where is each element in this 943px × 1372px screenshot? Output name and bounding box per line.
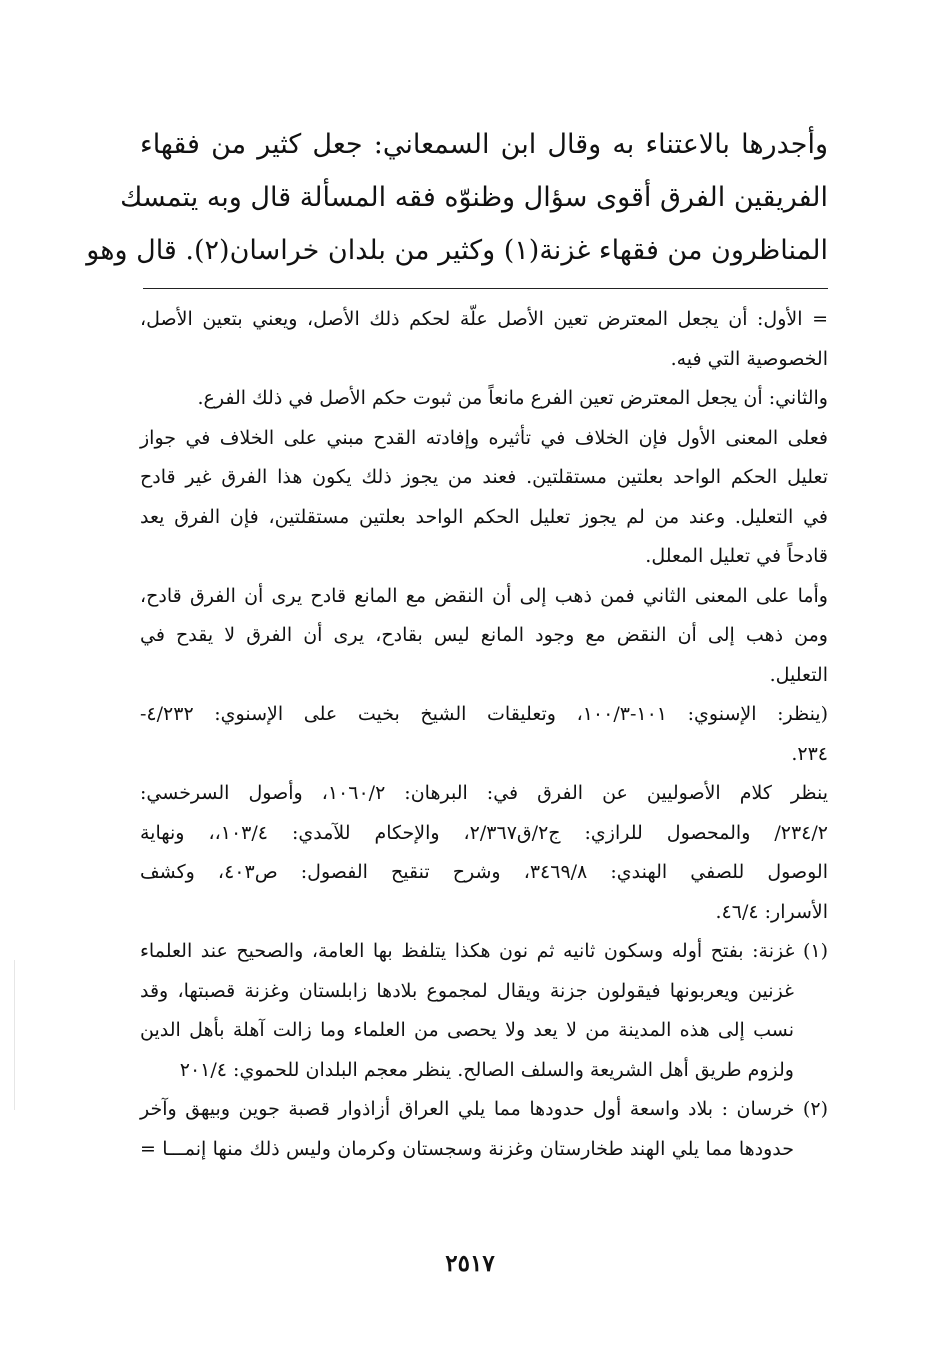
footnote-line: ٢٣٤. xyxy=(791,742,828,765)
footnote-line: ومن ذهب إلى أن النقض مع وجود المانع ليس بقادح، يرى أن الفرق لا يقدح في xyxy=(140,624,828,646)
footnote-line: في التعليل. وعند من لم يجوز تعليل الحكم الواحد بعلتين مستقلتين، فإن الفرق يعد xyxy=(140,505,828,528)
footnotes-section xyxy=(140,300,828,1169)
footnote-line: ينظر كلام الأصوليين عن الفرق في: البرهان: ١٠٦٠/٢، وأصول السرخسي: xyxy=(140,782,828,804)
footnote-line: غزنين ويعربونها فيقولون جزنة ويقال لمجموع بلادها زابلستان وغزنة قصبتها، وقد xyxy=(140,979,794,1002)
footnote-line: الخصوصية التي فيه. xyxy=(670,347,828,370)
footnote-line: الأسرار: ٤٦/٤. xyxy=(715,900,828,923)
footnote-line: التعليل. xyxy=(769,663,828,686)
footnote-2 xyxy=(140,1090,828,1169)
footnote-line: تعليل الحكم الواحد بعلتين مستقلتين. فعند من يجوز ذلك يكون هذا الفرق غير قادح xyxy=(140,466,828,488)
footnote-line: ٢٣٤/٢/ والمحصول للرازي: ج٢/ق٢/٣٦٧، والإحكام للآمدي: ١٠٣/٤،، ونهاية xyxy=(140,821,828,844)
footnote-line: الوصول للصفي الهندي: ٣٤٦٩/٨، وشرح تنقيح الفصول: ص٤٠٣، وكشف xyxy=(140,861,828,883)
footnote-line: فعلى المعنى الأول فإن الخلاف في تأثيره وإفادته القدح مبني على الخلاف في جواز xyxy=(140,426,828,449)
footnote-line: (٢) خرسان : بلاد واسعة أول حدودها مما يلي العراق أزاذوار قصبة جوين وبيهق وآخر xyxy=(140,1098,828,1120)
footnote-line: والثاني: أن يجعل المعترض تعين الفرع مانعاً من ثبوت حكم الأصل في ذلك الفرع. xyxy=(197,387,828,409)
footnote-divider xyxy=(143,288,828,289)
footnote-line: = الأول: أن يجعل المعترض تعين الأصل علّة لحكم ذلك الأصل، ويعني بتعين الأصل، xyxy=(140,308,828,330)
footnote-continued xyxy=(140,300,828,932)
footnote-line: نسب إلى هذه المدينة من لا يعد ولا يحصى من العلماء وما زالت آهلة بأهل الدين xyxy=(140,1019,794,1041)
footnote-line: (١) غزنة: بفتح أوله وسكون ثانيه ثم نون هكذا يتلفظ بها العامة، والصحيح عند العلماء xyxy=(140,940,828,962)
footnote-line: وأما على المعنى الثاني فمن ذهب إلى أن النقض مع المانع قادح يرى أن الفرق قادح، xyxy=(140,584,828,607)
footnote-line: ولزوم طريق أهل الشريعة والسلف الصالح. ينظر معجم البلدان للحموي: ٢٠١/٤ xyxy=(179,1058,794,1081)
page-number: ٢٥١٧ xyxy=(445,1250,495,1277)
main-text-line: المناظرون من فقهاء غزنة(١) وكثير من بلدان خراسان(٢). قال وهو xyxy=(86,235,828,266)
main-text-block xyxy=(86,118,828,277)
scan-margin-shadow xyxy=(14,960,15,1110)
main-text-line: الفريقين الفرق أقوى سؤال وظنوّه فقه المسألة قال وبه يتمسك xyxy=(120,182,828,213)
main-text-line: وأجدرها بالاعتناء به وقال ابن السمعاني: جعل كثير من فقهاء xyxy=(140,129,828,160)
footnote-1 xyxy=(140,932,828,1090)
footnote-line: قادحاً في تعليل المعلل. xyxy=(645,545,828,567)
footnote-line: (ينظر: الإسنوي: ١٠١-١٠٠/٣، وتعليقات الشيخ بخيت على الإسنوي: ٤/٢٣٢- xyxy=(140,703,828,725)
footnote-line: حدودها مما يلي الهند طخارستان وغزنة وسجستان وكرمان وليس ذلك منها إنمـــا = xyxy=(140,1137,794,1160)
